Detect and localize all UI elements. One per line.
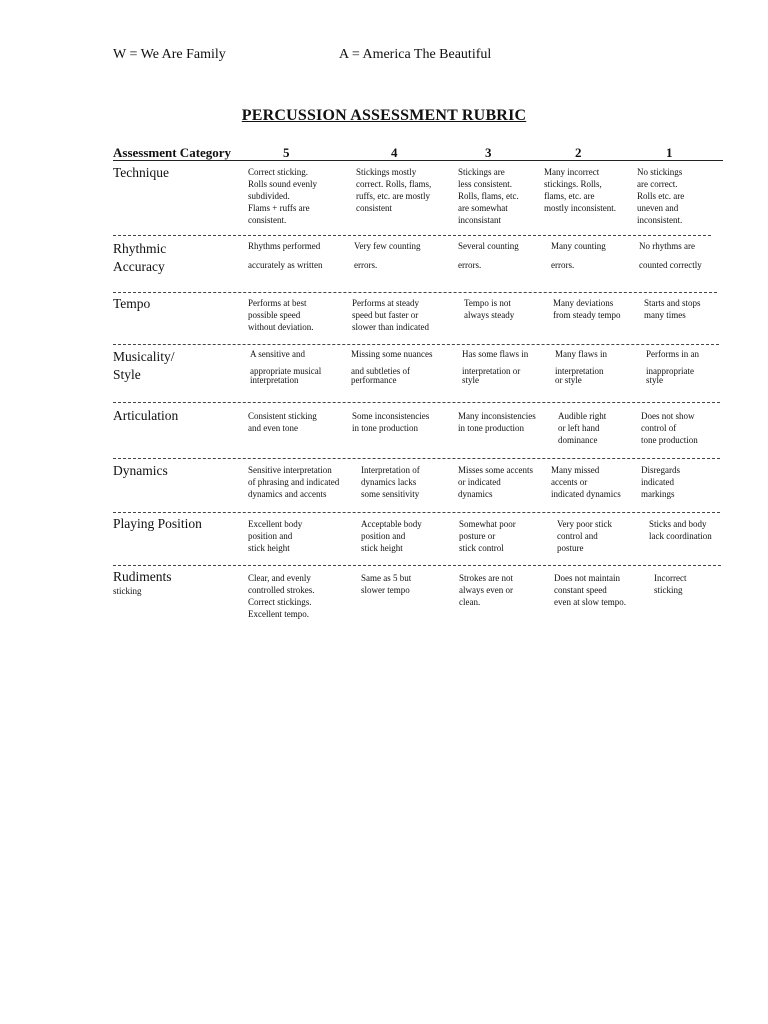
cell-score-5: Excellent body position and stick height [248, 519, 303, 553]
cell-score-5: Rhythms performed accurately as written [248, 241, 323, 270]
header-score-4: 4 [391, 145, 398, 160]
cell-score-4: Acceptable body position and stick height [361, 519, 422, 553]
cell-score-2: Many deviations from steady tempo [553, 298, 621, 320]
cell-score-2: Does not maintain constant speed even at slow tempo. [554, 573, 626, 607]
category-sublabel: sticking [113, 586, 142, 596]
cell-score-3: Many inconsistencies in tone production [458, 411, 536, 433]
cell-score-3: Somewhat poor posture or stick control [459, 519, 516, 553]
header-score-2: 2 [575, 145, 582, 160]
header-score-5: 5 [283, 145, 290, 160]
category-label: Rudiments [113, 569, 172, 584]
cell-score-4: Stickings mostly correct. Rolls, flams, ruffs, etc. are mostly consistent [356, 167, 432, 213]
cell-score-4: Very few counting errors. [354, 241, 421, 270]
cell-score-1: Incorrect sticking [654, 573, 687, 595]
cell-score-2: Many flaws in interpretation or style [555, 349, 607, 385]
cell-score-5: Performs at best possible speed without deviation. [248, 298, 314, 332]
cell-score-4: Interpretation of dynamics lacks some sensitivity [361, 465, 420, 499]
cell-score-2: Many missed accents or indicated dynamics [551, 465, 621, 499]
legend-a: A = America The Beautiful [339, 47, 492, 62]
header-score-3: 3 [485, 145, 492, 160]
cell-score-4: Some inconsistencies in tone production [352, 411, 430, 433]
cell-score-4: Same as 5 but slower tempo [361, 573, 412, 595]
cell-score-5: Clear, and evenly controlled strokes. Correct stickings. Excellent tempo. [248, 573, 315, 619]
row-divider [113, 458, 720, 459]
header-score-1: 1 [666, 145, 673, 160]
page-title: PERCUSSION ASSESSMENT RUBRIC [241, 107, 527, 124]
cell-score-3: Misses some accents or indicated dynamics [458, 465, 533, 499]
cell-score-2: Many counting errors. [551, 241, 606, 270]
cell-score-2: Audible right or left hand dominance [558, 411, 607, 445]
header-category: Assessment Category [113, 145, 232, 160]
cell-score-3: Strokes are not always even or clean. [459, 573, 513, 607]
row-divider [113, 565, 721, 566]
cell-score-5: Consistent sticking and even tone [248, 411, 317, 433]
category-label: Playing Position [113, 516, 202, 531]
cell-score-1: Disregards indicated markings [641, 465, 680, 499]
category-label: Articulation [113, 408, 179, 423]
cell-score-1: Performs in an inappropriate style [646, 349, 699, 385]
row-divider [113, 512, 720, 513]
cell-score-3: Has some flaws in interpretation or style [462, 349, 529, 385]
category-label: Rhythmic Accuracy [113, 241, 167, 274]
category-label: Dynamics [113, 463, 168, 478]
cell-score-4: Missing some nuances and subtleties of performance [351, 349, 433, 385]
cell-score-2: Very poor stick control and posture [557, 519, 612, 553]
cell-score-5: A sensitive and appropriate musical interpretation [250, 349, 322, 385]
cell-score-3: Stickings are less consistent. Rolls, flams, etc. are somewhat inconsistant [458, 167, 519, 225]
category-label: Technique [113, 165, 170, 180]
row-divider [113, 235, 711, 236]
legend-w: W = We Are Family [113, 47, 226, 62]
cell-score-4: Performs at steady speed but faster or slower than indicated [352, 298, 429, 332]
cell-score-1: Starts and stops many times [644, 298, 701, 320]
cell-score-1: Does not show control of tone production [641, 411, 698, 445]
cell-score-3: Several counting errors. [458, 241, 519, 270]
cell-score-1: Sticks and body lack coordination [649, 519, 712, 541]
cell-score-5: Sensitive interpretation of phrasing and indicated dynamics and accents [248, 465, 340, 499]
header-rule [113, 160, 723, 161]
category-label: Musicality/ Style [113, 349, 175, 382]
row-divider [113, 402, 720, 403]
cell-score-5: Correct sticking. Rolls sound evenly subdivided. Flams + ruffs are consistent. [248, 167, 317, 225]
cell-score-1: No stickings are correct. Rolls etc. are uneven and inconsistent. [637, 167, 685, 225]
row-divider [113, 344, 719, 345]
row-divider [113, 292, 717, 293]
category-label: Tempo [113, 296, 151, 311]
cell-score-2: Many incorrect stickings. Rolls, flams, etc. are mostly inconsistent. [544, 167, 616, 213]
cell-score-1: No rhythms are counted correctly [639, 241, 702, 270]
cell-score-3: Tempo is not always steady [464, 298, 515, 320]
